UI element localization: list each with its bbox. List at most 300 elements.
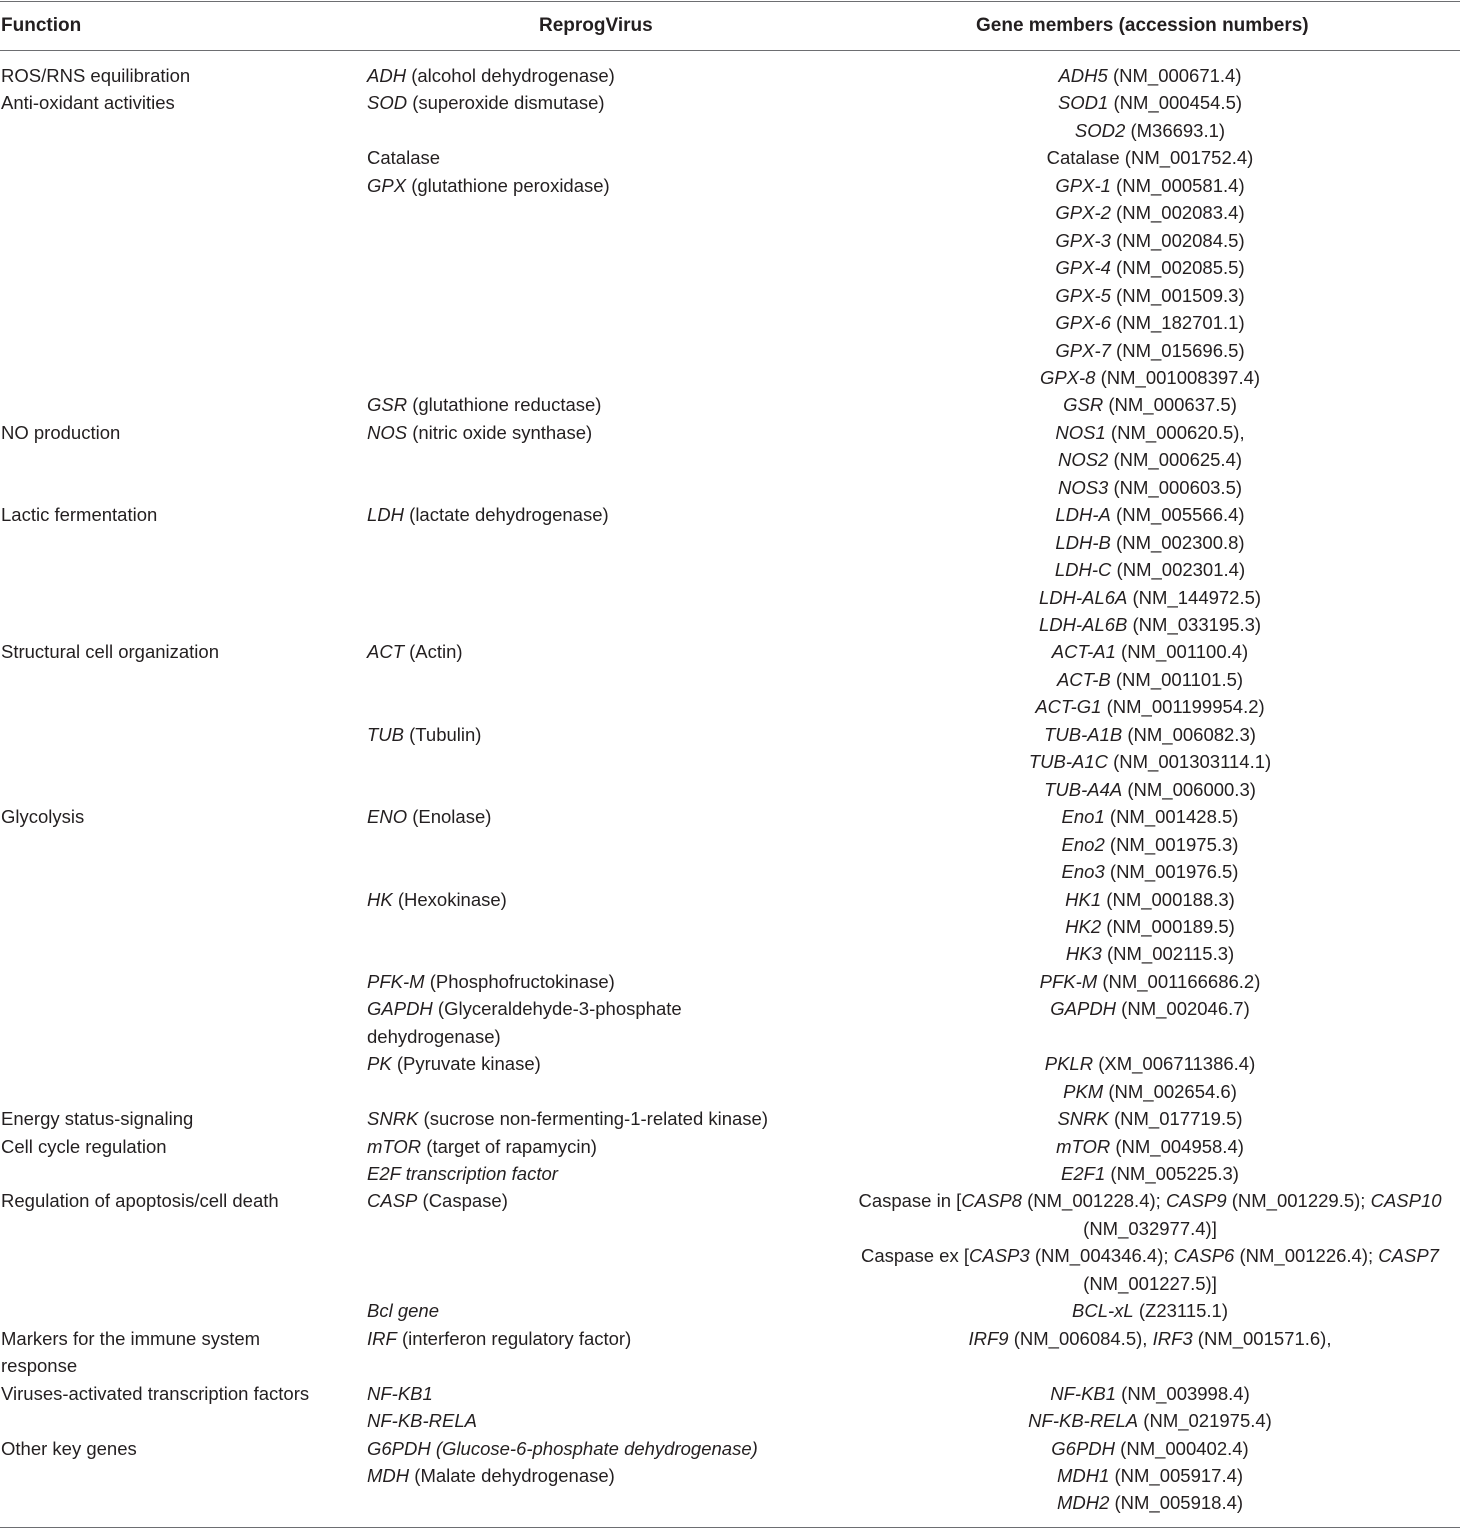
table-row [0, 282, 1460, 309]
text-run: (NM_001100.4) [1115, 641, 1249, 663]
table-row [0, 1105, 1460, 1132]
text-run: (NM_002301.4) [1111, 559, 1246, 581]
table-row [0, 254, 1460, 281]
text-run: (Malate dehydrogenase) [409, 1464, 615, 1486]
gene-members-cell [840, 529, 1460, 556]
text-run: (NM_002115.3) [1101, 943, 1235, 965]
text-run: Caspase ex [ [861, 1245, 970, 1267]
gene-members-cell [840, 1133, 1460, 1160]
text-run: (glutathione peroxidase) [406, 174, 610, 196]
reprogvirus-cell [367, 1297, 439, 1324]
reprogvirus-cell [367, 1160, 558, 1187]
gene-members-cell [840, 1407, 1460, 1434]
gene-symbol: NF-KB1 [367, 1382, 433, 1404]
text-run: (NM_002083.4) [1110, 202, 1245, 224]
text-run: (M36693.1) [1125, 119, 1226, 141]
table-row [0, 89, 1460, 116]
function-cell: NO production [1, 421, 121, 443]
gene-symbol: MDH1 [1056, 1464, 1110, 1486]
text-run: (NM_000402.4) [1115, 1437, 1249, 1459]
table-row [0, 1489, 1460, 1516]
reprogvirus-cell [367, 995, 682, 1022]
text-run: (Phosphofructokinase) [424, 970, 615, 992]
table-row [0, 666, 1460, 693]
text-run: (NM_000188.3) [1101, 888, 1235, 910]
gene-symbol: GPX-8 [1039, 366, 1096, 388]
gene-members-cell [840, 995, 1460, 1022]
table-row [0, 1352, 1460, 1379]
text-run: (NM_001976.5) [1104, 861, 1239, 883]
function-cell: Cell cycle regulation [1, 1135, 167, 1157]
gene-members-cell [840, 968, 1460, 995]
gene-members-cell [840, 556, 1460, 583]
gene-symbol: CASP6 [1173, 1245, 1235, 1267]
text-run: (Caspase) [417, 1190, 508, 1212]
text-run: (nitric oxide synthase) [407, 421, 593, 443]
table-row [0, 748, 1460, 775]
text-run: (NM_004346.4); [1029, 1245, 1174, 1267]
reprogvirus-cell [367, 1325, 631, 1352]
text-run: (glutathione reductase) [407, 394, 602, 416]
reprogvirus-cell [367, 1187, 508, 1214]
text-run: (NM_002046.7) [1116, 998, 1250, 1020]
table-row [0, 364, 1460, 391]
table-row [0, 501, 1460, 528]
gene-symbol: LDH-A [1055, 504, 1111, 526]
table-row [0, 1325, 1460, 1352]
text-run: (Pyruvate kinase) [391, 1053, 541, 1075]
gene-members-cell [840, 776, 1460, 803]
gene-symbol: GSR [1063, 394, 1104, 416]
text-run: (NM_000603.5) [1108, 476, 1243, 498]
table-row [0, 1407, 1460, 1434]
function-cell: ROS/RNS equilibration [1, 65, 191, 86]
header-function: Function [1, 15, 82, 36]
text-run: (Glyceraldehyde-3-phosphate [432, 998, 682, 1020]
gene-symbol: Eno2 [1061, 833, 1105, 855]
text-run: (target of rapamycin) [421, 1135, 597, 1157]
gene-members-cell [840, 172, 1460, 199]
gene-symbol: TUB [367, 723, 404, 745]
gene-symbol: TUB-A4A [1044, 778, 1123, 800]
table-row [0, 1050, 1460, 1077]
gene-symbol: NF-KB-RELA [367, 1410, 477, 1432]
gene-symbol: TUB-A1B [1044, 723, 1123, 745]
text-run: (NM_015696.5) [1110, 339, 1245, 361]
gene-members-cell [840, 886, 1460, 913]
function-cell: Anti-oxidant activities [1, 92, 175, 114]
gene-symbol: TUB-A1C [1028, 751, 1108, 773]
gene-symbol: MDH [367, 1464, 410, 1486]
gene-symbol: PFK-M [367, 970, 425, 992]
table-row [0, 1215, 1460, 1242]
gene-symbol: CASP [367, 1190, 418, 1212]
reprogvirus-cell [367, 1133, 597, 1160]
table-row [0, 117, 1460, 144]
text-run: (NM_000581.4) [1110, 174, 1245, 196]
table-row [0, 1187, 1460, 1214]
gene-members-cell [840, 391, 1460, 418]
gene-symbol: LDH-AL6A [1038, 586, 1128, 608]
text-run: dehydrogenase) [367, 1025, 501, 1047]
gene-symbol: IRF3 [1152, 1327, 1193, 1349]
text-run: (NM_000637.5) [1103, 394, 1237, 416]
function-cell: Viruses-activated transcription factors [1, 1382, 310, 1404]
reprogvirus-cell [367, 1435, 758, 1462]
gene-symbol: SOD [367, 92, 408, 114]
text-run: Catalase (NM_001752.4) [1046, 147, 1254, 169]
gene-members-cell [840, 1435, 1460, 1462]
text-run: (NM_005566.4) [1110, 504, 1245, 526]
table-row [0, 968, 1460, 995]
gene-symbol: LDH-B [1055, 531, 1111, 553]
gene-symbol: ACT-A1 [1051, 641, 1116, 663]
gene-members-cell [840, 282, 1460, 309]
reprogvirus-cell [367, 172, 610, 199]
text-run: (NM_001166686.2) [1097, 970, 1261, 992]
function-cell: Energy status-signaling [1, 1108, 194, 1130]
text-run: (NM_002654.6) [1103, 1080, 1237, 1102]
text-run: (NM_033195.3) [1127, 614, 1262, 635]
gene-symbol: GAPDH [1050, 998, 1117, 1020]
text-run: (Z23115.1) [1133, 1300, 1228, 1322]
text-run: (NM_182701.1) [1110, 312, 1245, 334]
gene-symbol: GSR [367, 394, 408, 416]
table-row [0, 1270, 1460, 1297]
table-row [0, 858, 1460, 885]
top-rule [0, 1, 1460, 2]
table-row [0, 803, 1460, 830]
text-run: (NM_002085.5) [1110, 257, 1245, 279]
gene-members-cell [840, 1187, 1460, 1214]
gene-symbol: mTOR [1056, 1135, 1111, 1157]
gene-symbol: GAPDH [367, 998, 433, 1020]
table-row [0, 831, 1460, 858]
function-cell: response [1, 1355, 78, 1377]
reprogvirus-cell [367, 1380, 433, 1407]
header-gene-members: Gene members (accession numbers) [976, 15, 1309, 36]
text-run: (NM_017719.5) [1108, 1108, 1243, 1130]
gene-symbol: mTOR [367, 1135, 422, 1157]
gene-symbol: PKM [1063, 1080, 1104, 1102]
text-run: (NM_005917.4) [1109, 1464, 1244, 1486]
gene-members-cell [840, 144, 1460, 171]
gene-members-cell [840, 584, 1460, 611]
text-run: (Tubulin) [404, 723, 482, 745]
text-run: (superoxide dismutase) [407, 92, 605, 114]
gene-members-cell [840, 940, 1460, 967]
gene-members-cell [840, 611, 1460, 638]
gene-symbol: NOS1 [1055, 421, 1106, 443]
gene-members-cell [840, 199, 1460, 226]
gene-symbol: CASP7 [1378, 1245, 1439, 1267]
gene-members-cell [840, 1270, 1460, 1297]
table-row [0, 638, 1460, 665]
function-cell: Lactic fermentation [1, 504, 158, 526]
gene-members-cell [840, 666, 1460, 693]
text-run: (NM_000454.5) [1108, 92, 1243, 114]
table-row [0, 337, 1460, 364]
function-cell: Other key genes [1, 1437, 137, 1459]
text-run: (NM_021975.4) [1138, 1410, 1272, 1432]
table-row [0, 1078, 1460, 1105]
table-row [0, 446, 1460, 473]
text-run: (NM_001303114.1) [1107, 751, 1272, 773]
reprogvirus-cell [367, 1050, 541, 1077]
gene-members-cell [840, 721, 1460, 748]
gene-symbol: HK1 [1065, 888, 1102, 910]
text-run: (NM_005918.4) [1109, 1492, 1244, 1514]
reprogvirus-cell [367, 721, 481, 748]
gene-members-cell [840, 803, 1460, 830]
gene-symbol: G6PDH [1051, 1437, 1116, 1459]
table-row [0, 776, 1460, 803]
gene-symbol: HK3 [1065, 943, 1102, 965]
gene-symbol: ACT [367, 641, 404, 663]
reprogvirus-cell [367, 1462, 615, 1489]
text-run: (NM_004958.4) [1110, 1135, 1244, 1157]
gene-symbol: GPX [367, 174, 407, 196]
gene-members-cell [840, 62, 1460, 89]
gene-symbol: GPX-5 [1055, 284, 1111, 306]
gene-symbol: NOS3 [1057, 476, 1109, 498]
text-run: (NM_001101.5) [1110, 668, 1244, 690]
reprogvirus-cell [367, 968, 615, 995]
gene-symbol: PFK-M [1039, 970, 1098, 992]
gene-members-cell [840, 364, 1460, 391]
text-run: (NM_001975.3) [1104, 833, 1239, 855]
gene-symbol: HK2 [1065, 915, 1102, 937]
gene-symbol: PKLR [1044, 1053, 1094, 1075]
gene-symbol: E2F transcription factor [367, 1163, 558, 1184]
gene-members-cell [840, 913, 1460, 940]
gene-members-cell [840, 638, 1460, 665]
gene-members-cell [840, 858, 1460, 885]
gene-symbol: IRF9 [968, 1327, 1009, 1349]
header-reprogvirus: ReprogVirus [539, 15, 653, 36]
gene-symbol: CASP3 [969, 1245, 1030, 1267]
gene-symbol: SOD2 [1074, 119, 1126, 141]
gene-symbol: Eno3 [1061, 861, 1105, 883]
gene-symbol: CASP10 [1370, 1190, 1442, 1212]
text-run: (XM_006711386.4) [1093, 1053, 1256, 1075]
reprogvirus-cell [367, 638, 463, 665]
gene-symbol: CASP8 [961, 1190, 1022, 1212]
reprogvirus-cell [367, 1023, 501, 1050]
gene-symbol: BCL-xL [1072, 1300, 1134, 1322]
function-cell: Markers for the immune system [1, 1327, 261, 1349]
text-run: (alcohol dehydrogenase) [406, 65, 615, 86]
gene-symbol: NF-KB-RELA [1028, 1410, 1139, 1432]
text-run: (sucrose non-fermenting-1-related kinase) [418, 1108, 769, 1130]
text-run: (Hexokinase) [392, 888, 507, 910]
gene-symbol: E2F1 [1061, 1163, 1106, 1184]
gene-members-cell [840, 748, 1460, 775]
table-row [0, 584, 1460, 611]
gene-members-cell [840, 309, 1460, 336]
gene-symbol: HK [367, 888, 393, 910]
gene-members-cell [840, 1462, 1460, 1489]
table-row [0, 886, 1460, 913]
text-run: (NM_002300.8) [1110, 531, 1245, 553]
table-row [0, 1160, 1460, 1187]
text-run: (NM_005225.3) [1105, 1163, 1239, 1184]
gene-symbol: NOS2 [1057, 449, 1109, 471]
text-run: (NM_006084.5), [1008, 1327, 1153, 1349]
table-row [0, 913, 1460, 940]
reprogvirus-cell [367, 1105, 768, 1132]
text-run: Caspase in [ [858, 1190, 962, 1212]
table-row [0, 199, 1460, 226]
table-row [0, 391, 1460, 418]
table-row [0, 1242, 1460, 1269]
gene-symbol: ACT-G1 [1035, 696, 1102, 718]
gene-members-cell [840, 1105, 1460, 1132]
gene-symbol: ADH5 [1058, 65, 1108, 86]
function-cell: Glycolysis [1, 806, 85, 828]
text-run: (NM_001229.5); [1226, 1190, 1371, 1212]
table-row [0, 721, 1460, 748]
table-row [0, 529, 1460, 556]
gene-members-cell [840, 1078, 1460, 1105]
table-row [0, 995, 1460, 1022]
gene-symbol: MDH2 [1056, 1492, 1110, 1514]
gene-symbol: SNRK [1057, 1108, 1109, 1130]
text-run: (NM_001228.4); [1021, 1190, 1166, 1212]
table-row [0, 419, 1460, 446]
table-row [0, 1380, 1460, 1407]
table-row [0, 309, 1460, 336]
table-row [0, 940, 1460, 967]
gene-members-cell [840, 1242, 1460, 1269]
text-run: (NM_001227.5)] [1083, 1272, 1217, 1294]
text-run: (NM_006082.3) [1122, 723, 1256, 745]
reprogvirus-cell [367, 803, 491, 830]
gene-members-cell [840, 693, 1460, 720]
text-run: (NM_006000.3) [1122, 778, 1256, 800]
gene-symbol: GPX-6 [1055, 312, 1111, 334]
gene-symbol: Eno1 [1061, 806, 1105, 828]
gene-symbol: ENO [367, 806, 408, 828]
gene-members-cell [840, 1325, 1460, 1352]
gene-members-cell [840, 831, 1460, 858]
gene-symbol: GPX-1 [1055, 174, 1111, 196]
gene-members-cell [840, 337, 1460, 364]
gene-symbol: NOS [367, 421, 408, 443]
text-run: (lactate dehydrogenase) [404, 504, 609, 526]
gene-symbol: GPX-4 [1055, 257, 1111, 279]
table-row [0, 693, 1460, 720]
gene-members-cell [840, 501, 1460, 528]
text-run: (NM_000625.4) [1108, 449, 1243, 471]
function-cell: Regulation of apoptosis/cell death [1, 1190, 279, 1212]
text-run: (NM_001226.4); [1234, 1245, 1379, 1267]
table-row [0, 1435, 1460, 1462]
gene-members-cell [840, 254, 1460, 281]
text-run: (NM_001199954.2) [1101, 696, 1265, 718]
table-row [0, 1133, 1460, 1160]
gene-symbol: PK [367, 1053, 392, 1075]
text-run: (NM_000620.5), [1105, 421, 1245, 443]
gene-members-cell [840, 474, 1460, 501]
reprogvirus-cell [367, 886, 507, 913]
reprogvirus-cell [367, 391, 601, 418]
gene-symbol: G6PDH (Glucose-6-phosphate dehydrogenase) [367, 1437, 758, 1459]
text-run: (NM_003998.4) [1116, 1382, 1250, 1404]
function-cell: Structural cell organization [1, 641, 219, 663]
text-run: (NM_002084.5) [1110, 229, 1245, 251]
gene-symbol: GPX-2 [1055, 202, 1111, 224]
text-run: (Actin) [404, 641, 463, 663]
reprogvirus-cell [367, 89, 605, 116]
text-run: (NM_001008397.4) [1095, 366, 1261, 388]
gene-symbol: GPX-3 [1055, 229, 1111, 251]
gene-members-cell [840, 419, 1460, 446]
reprogvirus-cell [367, 419, 592, 446]
bottom-rule [0, 1527, 1460, 1528]
reprogvirus-cell [367, 501, 609, 528]
text-run: (interferon regulatory factor) [396, 1327, 632, 1349]
gene-symbol: LDH [367, 504, 405, 526]
gene-members-cell [840, 446, 1460, 473]
table-row [0, 474, 1460, 501]
table-row [0, 1297, 1460, 1324]
gene-members-cell [840, 117, 1460, 144]
table-row [0, 1023, 1460, 1050]
gene-members-cell [840, 227, 1460, 254]
gene-members-cell [840, 1160, 1460, 1187]
table-row [0, 62, 1460, 89]
gene-symbol: SOD1 [1057, 92, 1109, 114]
table-row [0, 1462, 1460, 1489]
gene-symbol: NF-KB1 [1050, 1382, 1117, 1404]
gene-symbol: LDH-C [1054, 559, 1112, 581]
text-run: (Enolase) [407, 806, 492, 828]
gene-members-cell [840, 1050, 1460, 1077]
text-run: Catalase [367, 147, 441, 169]
gene-members-cell [840, 1297, 1460, 1324]
text-run: (NM_000671.4) [1107, 65, 1242, 86]
gene-members-cell [840, 1489, 1460, 1516]
text-run: (NM_000189.5) [1101, 915, 1235, 937]
gene-members-cell [840, 1380, 1460, 1407]
gene-symbol: Bcl gene [367, 1300, 439, 1322]
gene-symbol: ACT-B [1056, 668, 1111, 690]
text-run: (NM_144972.5) [1127, 586, 1262, 608]
table-row [0, 172, 1460, 199]
reprogvirus-cell [367, 144, 440, 171]
reprogvirus-cell [367, 1407, 477, 1434]
reprogvirus-cell [367, 62, 615, 89]
gene-symbol: CASP9 [1165, 1190, 1227, 1212]
gene-symbol: LDH-AL6B [1038, 614, 1128, 635]
header-rule [0, 50, 1460, 51]
table-row [0, 144, 1460, 171]
gene-symbol: SNRK [367, 1108, 419, 1130]
gene-symbol: ADH [367, 65, 407, 86]
table-row [0, 611, 1460, 638]
gene-symbol: GPX-7 [1055, 339, 1111, 361]
text-run: (NM_032977.4)] [1083, 1217, 1217, 1239]
gene-members-cell [840, 89, 1460, 116]
table-row [0, 556, 1460, 583]
table-row [0, 227, 1460, 254]
gene-members-cell [840, 1215, 1460, 1242]
text-run: (NM_001571.6), [1192, 1327, 1332, 1349]
gene-symbol: IRF [367, 1327, 397, 1349]
text-run: (NM_001509.3) [1110, 284, 1245, 306]
text-run: (NM_001428.5) [1104, 806, 1239, 828]
